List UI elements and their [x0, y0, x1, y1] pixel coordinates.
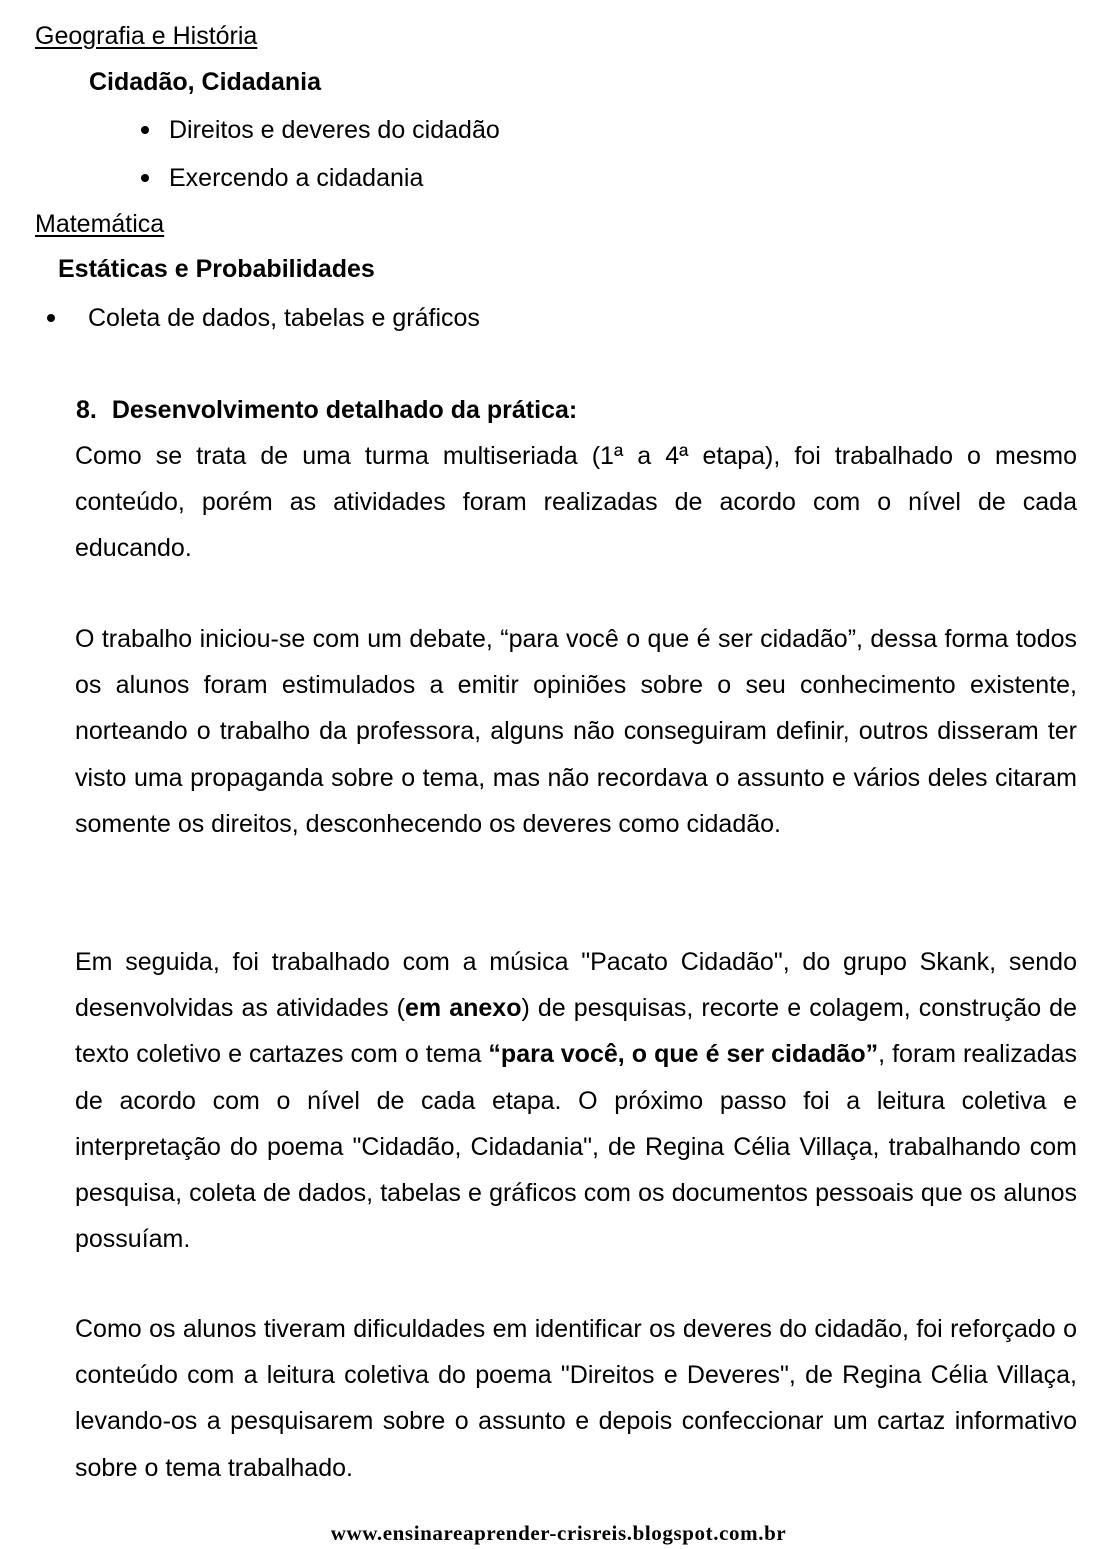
- bullet-icon: [47, 314, 55, 322]
- list-item: [47, 303, 480, 333]
- section-number: 8.: [76, 396, 97, 424]
- paragraph-3: [75, 939, 1077, 1262]
- topic-heading-cidadania: Cidadão, Cidadania: [89, 68, 321, 96]
- bullet-icon: [141, 174, 149, 182]
- list-item: [141, 163, 423, 193]
- subject-heading-matematica: Matemática: [35, 210, 165, 238]
- paragraph-3-bold-theme: “para você, o que é ser cidadão”: [488, 1040, 879, 1069]
- section-heading: [76, 395, 577, 425]
- footer-url: www.ensinareaprender-crisreis.blogspot.com.br: [330, 1521, 787, 1545]
- list-item-text: Exercendo a cidadania: [169, 164, 424, 192]
- paragraph-2: O trabalho iniciou-se com um debate, “para você o que é ser cidadão”, dessa forma todos os alunos foram estimulados a emitir opiniões sobre o seu conhecimento existente, norteando o trabalho da professora, alguns não conseguiram definir, outros disseram ter visto uma propaganda sobre o tema, mas não recordava o assunto e vários deles citaram somente os direitos, desconhecendo os deveres como cidadão.: [75, 625, 1077, 838]
- paragraph-3-bold-annex: em anexo: [405, 994, 522, 1023]
- paragraph-3-text: ) de pesquisas, recorte e colagem, construção de texto coletivo e cartazes com o tema: [75, 994, 1077, 1069]
- paragraph-3-text: , foram realizadas de acordo com o nível de cada etapa. O próximo passo foi a leitura coletiva e interpretação do poema "Cidadão, Cidadania", de Regina Célia Villaça, trabalhando com pesquisa, coleta de dados, tabelas e gráficos com os documentos pessoais que os alunos possuíam.: [75, 1040, 1077, 1254]
- section-title: Desenvolvimento detalhado da prática:: [111, 396, 578, 424]
- topic-heading-estatisticas: Estáticas e Probabilidades: [58, 255, 375, 283]
- subject-heading-geografia: Geografia e História: [35, 22, 258, 50]
- list-item-text: Direitos e deveres do cidadão: [169, 116, 500, 144]
- bullet-icon: [141, 126, 149, 134]
- paragraph-3-text: Em seguida, foi trabalhado com a música "Pacato Cidadão", do grupo Skank, sendo desenvolvidas as atividades (: [75, 948, 1077, 1023]
- list-item: [141, 115, 500, 145]
- paragraph-4: Como os alunos tiveram dificuldades em identificar os deveres do cidadão, foi reforçado o conteúdo com a leitura coletiva do poema "Direitos e Deveres", de Regina Célia Villaça, levando-os a pesquisarem sobre o assunto e depois confeccionar um cartaz informativo sobre o tema trabalhado.: [75, 1315, 1077, 1482]
- list-item-text: Coleta de dados, tabelas e gráficos: [88, 304, 480, 332]
- paragraph-1: Como se trata de uma turma multiseriada (1ª a 4ª etapa), foi trabalhado o mesmo conteúdo, porém as atividades foram realizadas de acordo com o nível de cada educando.: [75, 442, 1077, 563]
